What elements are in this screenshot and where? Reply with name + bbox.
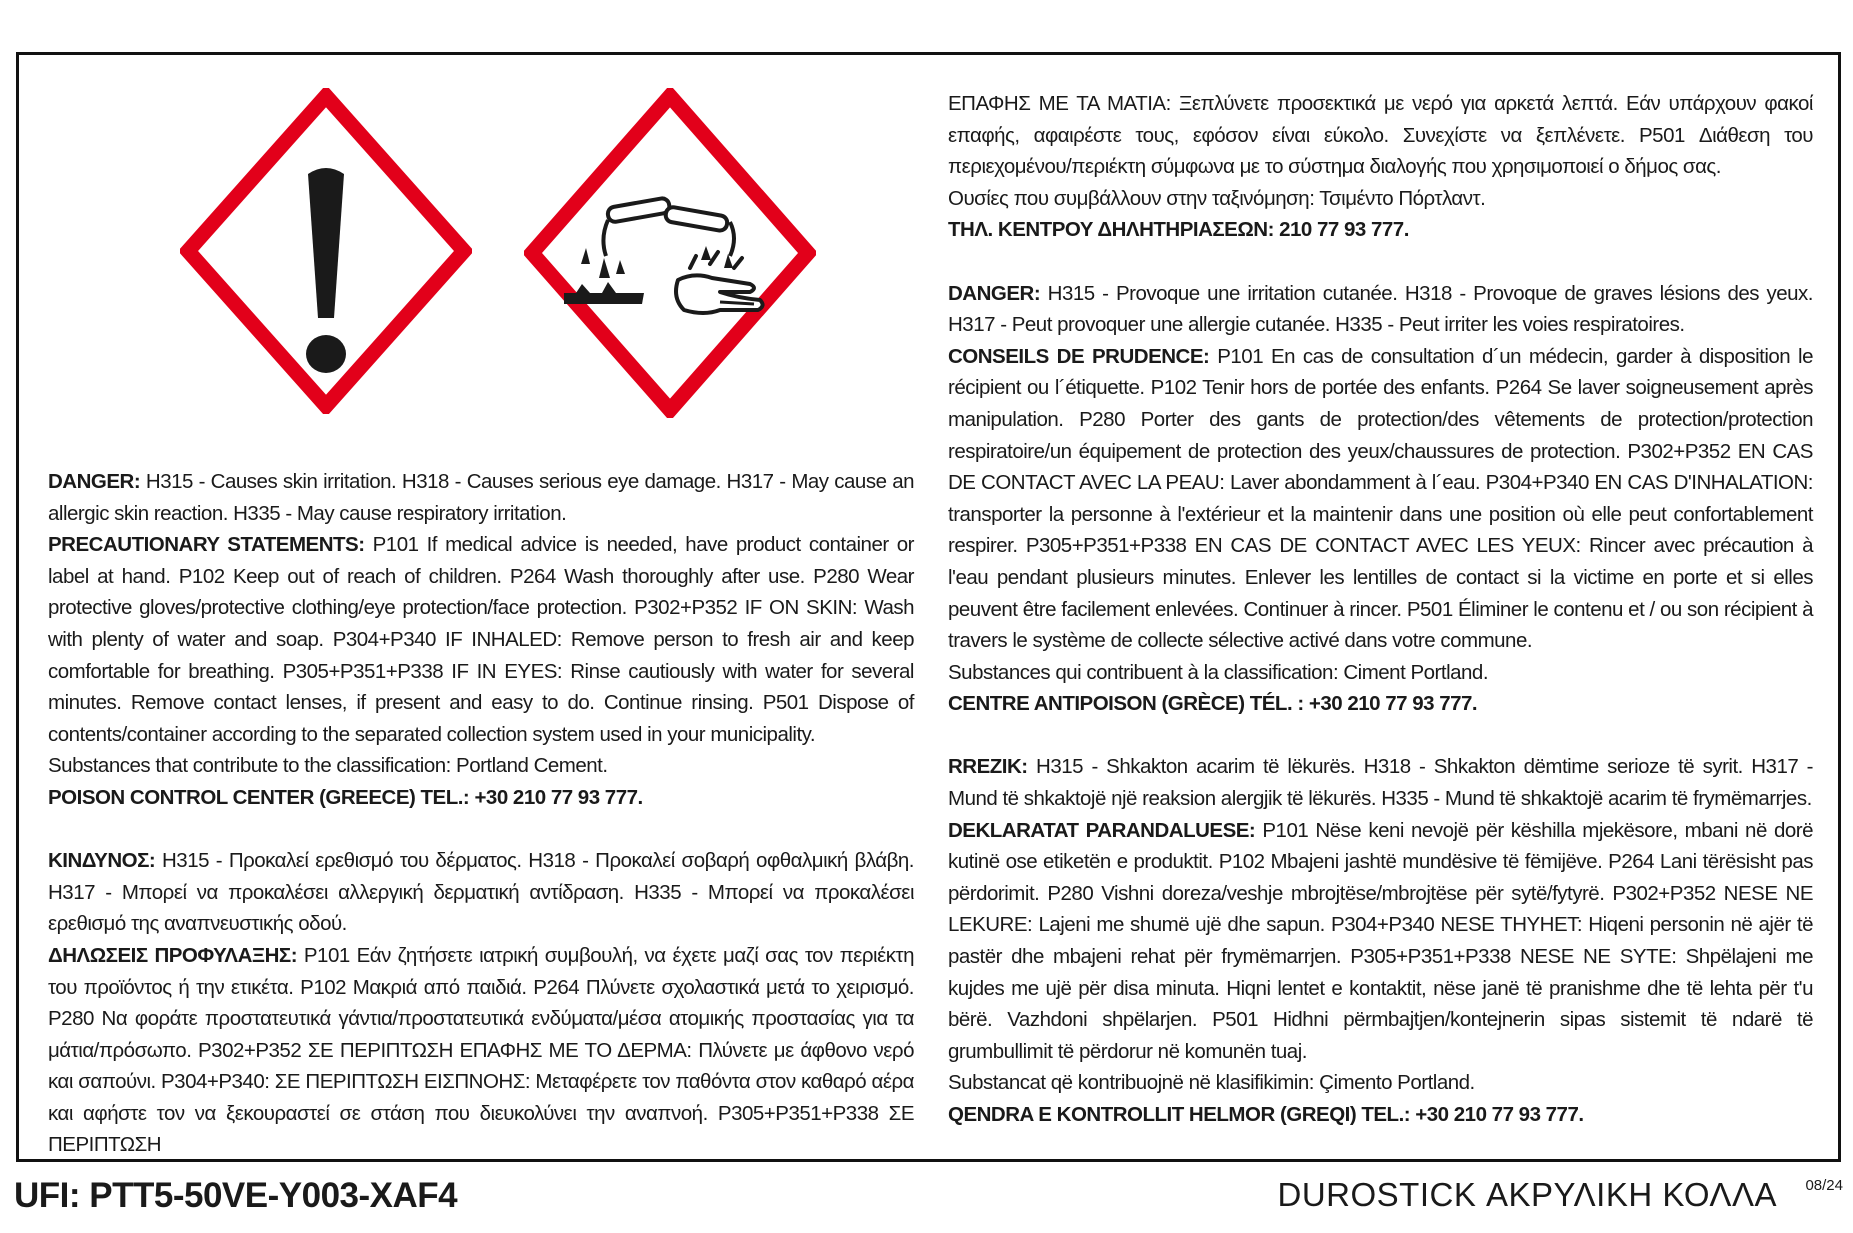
french-precaution-label: CONSEILS DE PRUDENCE: bbox=[948, 344, 1210, 368]
french-danger-label: DANGER: bbox=[948, 281, 1041, 305]
french-hazard bbox=[948, 278, 1813, 341]
greek-precaution-text: P101 Εάν ζητήσετε ιατρική συμβουλή, να έχετε μαζί σας τον περιέκτη του προϊόντος ή την ετικέτα. P102 Μακριά από παιδιά. P264 Πλύνετε σχολαστικά μετά το χειρισμό. P280 Να φοράτε προστατευτικά γάντια/προστατευτικά ενδύματα/μέσα ατομικής προστασίας για τα μάτια/πρόσωπο. P302+P352 ΣΕ ΠΕΡΙΠΤΩΣΗ ΕΠΑΦΗΣ ΜΕ ΤΟ ΔΕΡΜΑ: Πλύνετε με άφθονο νερό και σαπούνι. P304+P340: ΣΕ ΠΕΡΙΠΤΩΣΗ ΕΙΣΠΝΟΗΣ: Μεταφέρετε τον παθόντα στον καθαρό αέρα και αφήστε τον να ξεκουραστεί σε στάση που διευκολύνει την αναπνοή. P305+P351+P338 ΣΕ ΠΕΡΙΠΤΩΣΗ bbox=[48, 943, 914, 1157]
french-substances: Substances qui contribuent à la classification: Ciment Portland. bbox=[948, 660, 1489, 684]
albanian-substances: Substancat që kontribuojnë në klasifikimin: Çimento Portland. bbox=[948, 1071, 1475, 1095]
greek-precaution bbox=[48, 940, 914, 1161]
french-poison-control: CENTRE ANTIPOISON (GRÈCE) TÉL. : +30 210 77 93 777. bbox=[948, 692, 1478, 716]
albanian-precaution-label: DEKLARATAT PARANDALUESE: bbox=[948, 818, 1256, 842]
albanian-hazard bbox=[948, 751, 1813, 814]
greek-precaution-label: ΔΗΛΩΣΕΙΣ ΠΡΟΦΥΛΑΞΗΣ: bbox=[48, 943, 298, 967]
albanian-danger-label: RREZIK: bbox=[948, 755, 1028, 779]
exclamation-mark-icon bbox=[180, 88, 472, 414]
greek-hazard bbox=[48, 845, 914, 940]
english-substances: Substances that contribute to the classification: Portland Cement. bbox=[48, 754, 608, 778]
english-poison-control: POISON CONTROL CENTER (GREECE) TEL.: +30 210 77 93 777. bbox=[48, 785, 643, 809]
greek-poison-control: ΤΗΛ. ΚΕΝΤΡΟΥ ΔΗΛΗΤΗΡΙΑΣΕΩΝ: 210 77 93 777. bbox=[948, 218, 1409, 242]
english-precaution bbox=[48, 529, 914, 750]
english-danger-text: H315 - Causes skin irritation. H318 - Causes serious eye damage. H317 - May cause an allergic skin reaction. H335 - May cause respiratory irritation. bbox=[48, 470, 914, 525]
english-precaution-text: P101 If medical advice is needed, have product container or label at hand. P102 Keep out of reach of children. P264 Wash thoroughly after use. P280 Wear protective gloves/protective clothing/eye protection/face protection. P302+P352 IF ON SKIN: Wash with plenty of water and soap. P304+P340 IF INHALED: Remove person to fresh air and keep comfortable for breathing. P305+P351+P338 IF IN EYES: Rinse cautiously with water for several minutes. Remove contact lenses, if present and easy to do. Continue rinsing. P501 Dispose of contents/container according to the separated collection system used in your municipality. bbox=[48, 533, 914, 746]
french-precaution-text: P101 En cas de consultation d´un médecin, garder à disposition le récipient ou l´étiquette. P102 Tenir hors de portée des enfants. P264 Se laver soigneusement après manipulation. P280 Porter des gants de protection/des vêtements de protection/protection respiratoire/un équipement de protection des yeux/chaussures de protection. P302+P352 EN CAS DE CONTACT AVEC LA PEAU: Laver abondamment à l´eau. P304+P340 EN CAS D'INHALATION: transporter la personne à l'extérieur et la maintenir dans une position où elle peut confortablement respirer. P305+P351+P338 EN CAS DE CONTACT AVEC LES YEUX: Rincer avec précaution à l'eau pendant plusieurs minutes. Enlever les lentilles de contact si la victime en porte et si elles peuvent être facilement enlevées. Continuer à rincer. P501 Éliminer le contenu et / ou son récipient à travers le système de collecte sélective activé dans votre commune. bbox=[948, 344, 1814, 653]
albanian-poison-control: QENDRA E KONTROLLIT HELMOR (GREQI) TEL.: +30 210 77 93 777. bbox=[948, 1103, 1584, 1126]
english-precaution-label: PRECAUTIONARY STATEMENTS: bbox=[48, 533, 365, 557]
french-precaution bbox=[948, 341, 1813, 657]
left-column bbox=[48, 466, 914, 1193]
english-danger-label: DANGER: bbox=[48, 470, 141, 493]
french-section bbox=[948, 278, 1813, 720]
greek-danger-label: ΚΙΝΔΥΝΟΣ: bbox=[48, 849, 156, 873]
french-danger-text: H315 - Provoque une irritation cutanée. H318 - Provoque de graves lésions des yeux. H317 - Peut provoquer une allergie cutanée. H335 - Peut irriter les voies respiratoires. bbox=[948, 281, 1813, 337]
revision-date: 08/24 bbox=[1805, 1177, 1843, 1194]
albanian-precaution-text: P101 Nëse keni nevojë për këshilla mjekësore, mbani në dorë kutinë ose etiketën e produktit. P102 Mbajeni jashtë mundësive të fëmijëve. P264 Lani tërësisht pas përdorimit. P280 Vishni doreza/veshje mbrojtëse/mbrojtëse për sytë/fytyrë. P302+P352 NESE NE LEKURE: Lajeni me shumë ujë dhe sapun. P304+P340 NESE THYHET: Hiqeni personin në ajër të pastër dhe mbajeni rehat për frymëmarrjen. P305+P351+P338 NESE NE SYTE: Shpëlajeni me kujdes me ujë për disa minuta. Hiqni lentet e kontaktit, nëse janë të pranishme dhe të lehta për t'u bërë. Vazhdoni shpëlarjen. P501 Hidhni përmbajtjen/kontejnerin sipas sistemit të ndarë të grumbullimit të përdorur në komunën tuaj. bbox=[948, 818, 1813, 1063]
greek-continued: ΕΠΑΦΗΣ ΜΕ ΤΑ ΜΑΤΙΑ: Ξεπλύνετε προσεκτικά με νερό για αρκετά λεπτά. Εάν υπάρχουν φακοί επαφής, αφαιρέστε τους, εφόσον είναι εύκολο. Συνεχίστε να ξεπλένετε. P501 Διάθεση του περιεχομένου/περιέκτη σύμφωνα με το σύστημα διαλογής που χρησιμοποιεί ο δήμος σας. bbox=[948, 92, 1813, 179]
albanian-danger-text: H315 - Shkakton acarim të lëkurës. H318 - Shkakton dëmtime serioze të syrit. H317 - Mund të shkaktojë një reaksion alergjik të lëkurës. H335 - Mund të shkaktojë acarim të frymëmarrjes. bbox=[948, 755, 1813, 811]
english-section bbox=[48, 466, 914, 814]
greek-continued-section bbox=[948, 88, 1813, 246]
corrosion-icon bbox=[524, 88, 816, 418]
greek-substances: Ουσίες που συμβάλλουν στην ταξινόμηση: Τσιμέντο Πόρτλαντ. bbox=[948, 186, 1486, 210]
albanian-precaution bbox=[948, 815, 1813, 1068]
greek-section bbox=[48, 845, 914, 1161]
product-name: DUROSTICK ΑΚΡΥΛΙΚΗ ΚΟΛΛΑ bbox=[1277, 1176, 1777, 1213]
right-column bbox=[948, 88, 1813, 1162]
greek-danger-text: H315 - Προκαλεί ερεθισμό του δέρματος. H318 - Προκαλεί σοβαρή οφθαλμική βλάβη. H317 - Μπορεί να προκαλέσει αλλεργική δερματική αντίδραση. H335 - Μπορεί να προκαλέσει ερεθισμό της αναπνευστικής οδού. bbox=[48, 849, 914, 936]
english-hazard bbox=[48, 466, 914, 529]
ufi-code: UFI: PTT5-50VE-Y003-XAF4 bbox=[14, 1176, 458, 1215]
albanian-section bbox=[948, 751, 1813, 1130]
